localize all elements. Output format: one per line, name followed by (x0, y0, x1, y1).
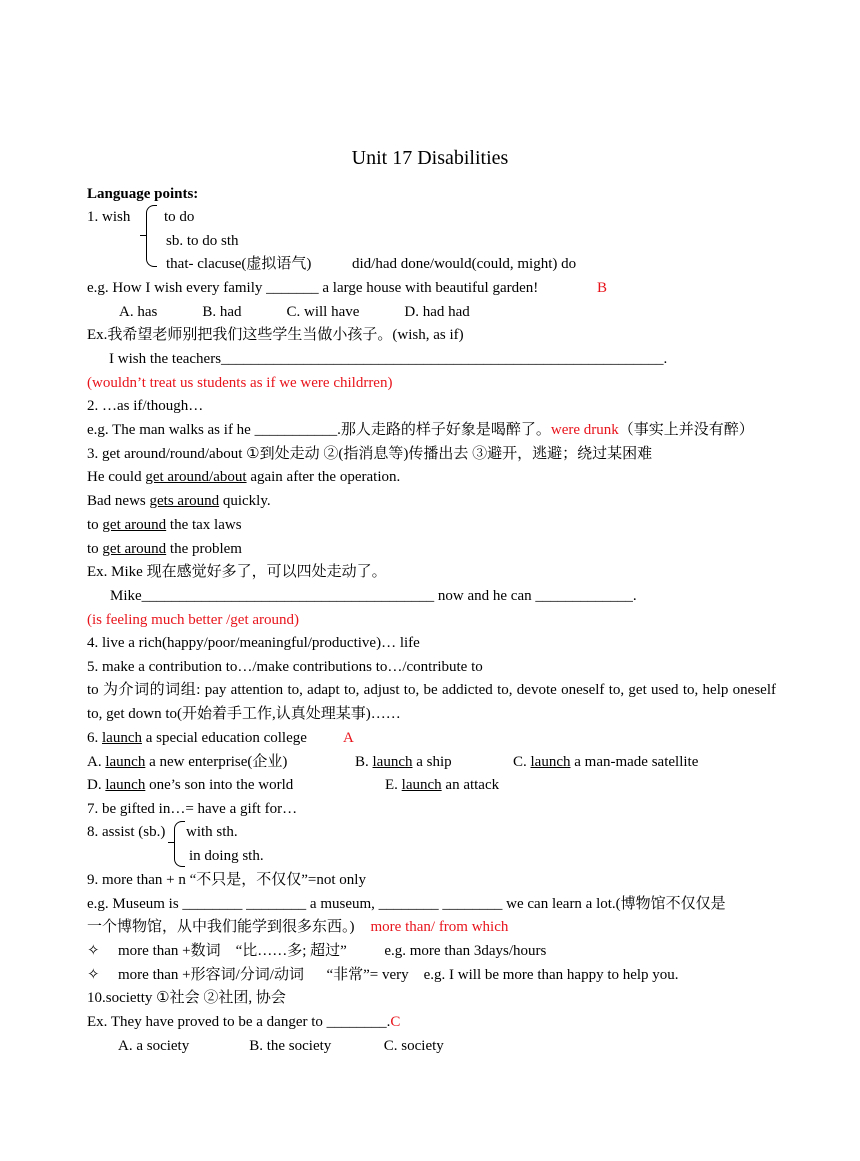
underlined-word: launch (530, 754, 571, 770)
asif-note: （事实上并没有醉） (618, 422, 754, 438)
wish-choices: A. has B. had C. will have D. had had (119, 304, 470, 320)
underlined-phrase: get around (102, 541, 167, 557)
text: Bad news (87, 493, 150, 509)
getaround-sentence-3 (87, 516, 242, 534)
morethan-answer: more than/ from which (370, 919, 509, 935)
underlined-word: launch (105, 754, 146, 770)
wish-brace (146, 205, 157, 267)
item-4: 4. live a rich(happy/poor/meaningful/productive)… life (87, 635, 420, 651)
getaround-sentence-2 (87, 492, 271, 510)
text: again after the operation. (246, 469, 401, 485)
assist-option-1: with sth. (186, 824, 238, 840)
text: E. (385, 777, 402, 793)
wish-exercise-line: I wish the teachers___________________________________________________________. (109, 351, 668, 367)
morethan-label: 9. more than + n “不只是，不仅仅”=not only (87, 872, 366, 888)
morethan-example-line-1: e.g. Museum is ________ ________ a museum, ________ ________ we can learn a lot.(博物馆不仅仅是 (87, 896, 726, 912)
asif-example-text: e.g. The man walks as if he ___________.那人走路的样子好象是喝醉了。 (87, 422, 551, 438)
wish-label: 1. wish (87, 209, 131, 225)
text: the problem (166, 541, 242, 557)
wish-exercise-answer: (wouldn’t treat us students as if we were childrren) (87, 375, 393, 391)
wish-option-3: that- clacuse(虚拟语气) (166, 256, 312, 272)
text: to (87, 541, 103, 557)
morethan-bullet-1: more than +数词 “比……多; 超过” e.g. more than 3days/hours (118, 943, 547, 959)
society-answer: C (390, 1014, 401, 1030)
asif-label: 2. …as if/though… (87, 398, 204, 414)
text: D. (87, 777, 106, 793)
getaround-exercise-line: Mike_______________________________________ now and he can _____________. (110, 588, 637, 604)
wish-option-1: to do (164, 209, 195, 225)
asif-answer: were drunk (550, 422, 619, 438)
text: the tax laws (166, 517, 242, 533)
getaround-label: 3. get around/round/about ①到处走动 ②(指消息等)传播出去 ③避开，逃避；绕过某困难 (87, 446, 653, 462)
text: one’s son into the world (145, 777, 294, 793)
underlined-word: launch (102, 730, 142, 746)
assist-option-2: in doing sth. (189, 848, 264, 864)
section-heading: Language points: (87, 186, 199, 202)
text: C. (513, 754, 531, 770)
wish-option-2: sb. to do sth (166, 233, 239, 249)
wish-brace-tip (140, 235, 146, 236)
society-label: 10.societty ①社会 ②社团, 协会 (87, 990, 286, 1006)
assist-brace (174, 821, 185, 867)
text: a new enterprise(企业) (145, 754, 288, 770)
underlined-word: launch (372, 754, 413, 770)
morethan-bullet-2: more than +形容词/分词/动词 “非常”= very e.g. I will be more than happy to help you. (118, 967, 679, 983)
getaround-exercise-answer: (is feeling much better /get around) (87, 612, 300, 628)
assist-brace-tip (168, 842, 174, 843)
text: a ship (412, 754, 452, 770)
text: 6. (87, 730, 102, 746)
launch-choice-b (355, 753, 452, 771)
society-choices: A. a society B. the society C. society (118, 1038, 444, 1054)
society-exercise (87, 1013, 400, 1031)
to-phrases-paragraph: to 为介词的词组: pay attention to, adapt to, adjust to, be addicted to, devote oneself to, get used to, help oneself to, get down to(开始着手工作,认真处理某事)…… (87, 682, 776, 722)
assist-label: 8. assist (sb.) (87, 824, 166, 840)
launch-choice-c (513, 753, 698, 771)
launch-label (87, 729, 307, 747)
launch-answer: A (343, 730, 354, 746)
underlined-phrase: gets around (149, 493, 220, 509)
text: B. (355, 754, 373, 770)
underlined-word: launch (401, 777, 442, 793)
getaround-exercise: Ex. Mike 现在感觉好多了，可以四处走动了。 (87, 564, 387, 580)
text: quickly. (219, 493, 271, 509)
bullet-diamond-icon: ✧ (87, 943, 100, 959)
page-title: Unit 17 Disabilities (351, 147, 509, 169)
text: A. (87, 754, 106, 770)
launch-choice-a (87, 753, 287, 771)
underlined-word: launch (105, 777, 146, 793)
text: 一个博物馆，从中我们能学到很多东西。) (87, 919, 355, 935)
getaround-sentence-1 (87, 468, 400, 486)
item-5: 5. make a contribution to…/make contributions to…/contribute to (87, 659, 483, 675)
wish-example: e.g. How I wish every family _______ a large house with beautiful garden! (87, 280, 539, 296)
text: He could (87, 469, 146, 485)
launch-choice-e (385, 776, 499, 794)
text: to (87, 517, 103, 533)
underlined-phrase: get around (102, 517, 167, 533)
item-7: 7. be gifted in…= have a gift for… (87, 801, 298, 817)
asif-example (87, 421, 754, 439)
bullet-diamond-icon: ✧ (87, 967, 100, 983)
text: a man-made satellite (570, 754, 699, 770)
wish-example-answer: B (597, 280, 608, 296)
wish-exercise: Ex.我希望老师别把我们这些学生当做小孩子。(wish, as if) (87, 327, 464, 343)
launch-choice-d (87, 776, 293, 794)
getaround-sentence-4 (87, 540, 242, 558)
text: a special education college (141, 730, 307, 746)
wish-option-3-forms: did/had done/would(could, might) do (352, 256, 577, 272)
text: Ex. They have proved to be a danger to ________. (87, 1014, 391, 1030)
morethan-example-line-2 (87, 918, 508, 936)
underlined-phrase: get around/about (145, 469, 247, 485)
text: an attack (441, 777, 500, 793)
